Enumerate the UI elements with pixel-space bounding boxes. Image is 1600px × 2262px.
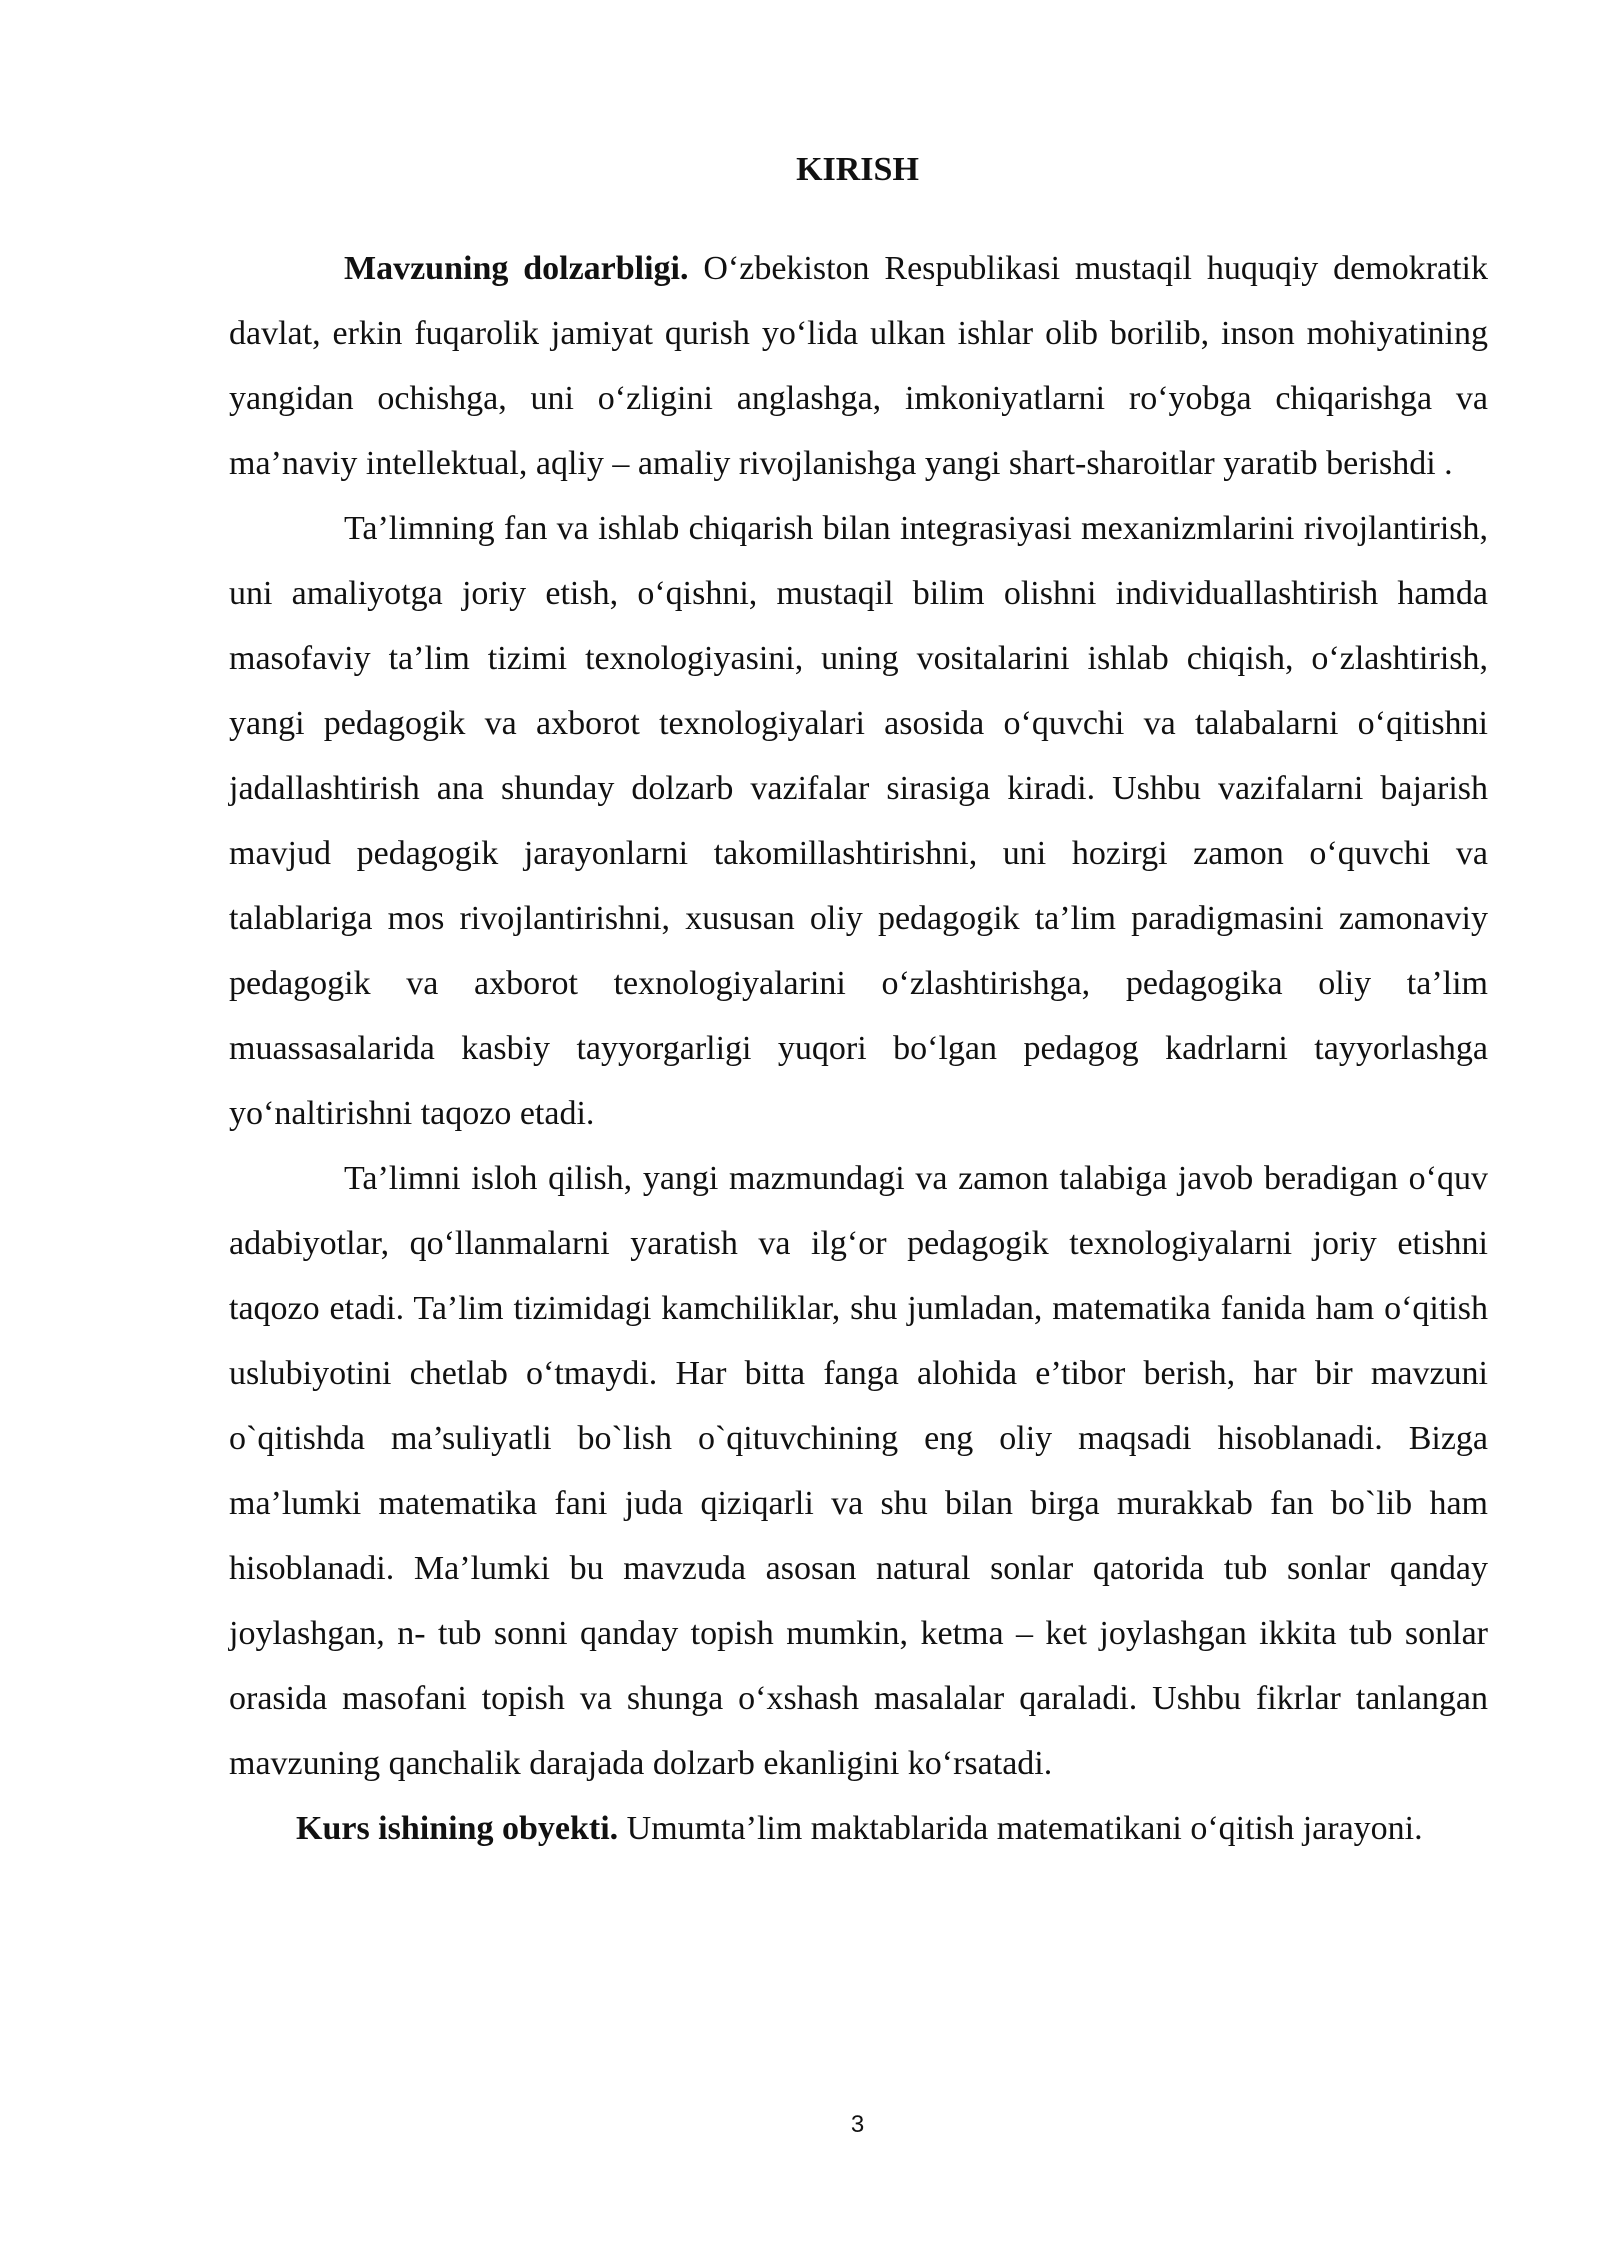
paragraph-object [229, 1796, 1488, 1861]
paragraph-integration [229, 496, 1488, 1146]
document-body [229, 236, 1488, 1861]
document-title: KIRISH [796, 151, 919, 188]
page-number: 3 [850, 2111, 865, 2138]
paragraph-reform [229, 1146, 1488, 1796]
paragraph-relevance [229, 236, 1488, 496]
paragraph-text-integration: Ta’limning fan va ishlab chiqarish bilan integrasiyasi mexanizmlarini rivojlantirish, uni amaliyotga joriy etish, o‘qishni, mustaqil bilim olishni individuallashtirish hamda masofaviy ta’lim tizimi texnologiyasini, uning vositalarini ishlab chiqish, o‘zlashtirish, yangi pedagogik va axborot texnologiyalari asosida o‘quvchi va talabalarni o‘qitishni jadallashtirish ana shunday dolzarb vazifalar sirasiga kiradi. Ushbu vazifalarni bajarish mavjud pedagogik jarayonlarni takomillashtirishni, uni hozirgi zamon o‘quvchi va talablariga mos rivojlantirishni, xususan oliy pedagogik ta’lim paradigmasini zamonaviy pedagogik va axborot texnologiyalarini o‘zlashtirishga, pedagogika oliy ta’lim muassasalarida kasbiy tayyorgarligi yuqori bo‘lgan pedagog kadrlarni tayyorlashga yo‘naltirishni taqozo etadi. [229, 510, 1488, 1132]
paragraph-text-object: Umumta’lim maktablarida matematikani o‘qitish jarayoni. [618, 1810, 1423, 1847]
paragraph-lead-object: Kurs ishining obyekti. [296, 1810, 619, 1847]
paragraph-lead-relevance: Mavzuning dolzarbligi. [344, 250, 689, 287]
paragraph-text-relevance: O‘zbekiston Respublikasi mustaqil huquqiy demokratik davlat, erkin fuqarolik jamiyat qurish yo‘lida ulkan ishlar olib borilib, inson mohiyatining yangidan ochishga, uni o‘zligini anglashga, imkoniyatlarni ro‘yobga chiqarishga va ma’naviy intellektual, aqliy – amaliy rivojlanishga yangi shart-sharoitlar yaratib berishdi . [229, 250, 1488, 482]
paragraph-text-reform: Ta’limni isloh qilish, yangi mazmundagi va zamon talabiga javob beradigan o‘quv adabiyotlar, qo‘llanmalarni yaratish va ilg‘or pedagogik texnologiyalarni joriy etishni taqozo etadi. Ta’lim tizimidagi kamchiliklar, shu jumladan, matematika fanida ham o‘qitish uslubiyotini chetlab o‘tmaydi. Har bitta fanga alohida e’tibor berish, har bir mavzuni o`qitishda ma’suliyatli bo`lish o`qituvchining eng oliy maqsadi hisoblanadi. Bizga ma’lumki matematika fani juda qiziqarli va shu bilan birga murakkab fan bo`lib ham hisoblanadi. Ma’lumki bu mavzuda asosan natural sonlar qatorida tub sonlar qanday joylashgan, n- tub sonni qanday topish mumkin, ketma – ket joylashgan ikkita tub sonlar orasida masofani topish va shunga o‘xshash masalalar qaraladi. Ushbu fikrlar tanlangan mavzuning qanchalik darajada dolzarb ekanligini ko‘rsatadi. [229, 1160, 1488, 1782]
